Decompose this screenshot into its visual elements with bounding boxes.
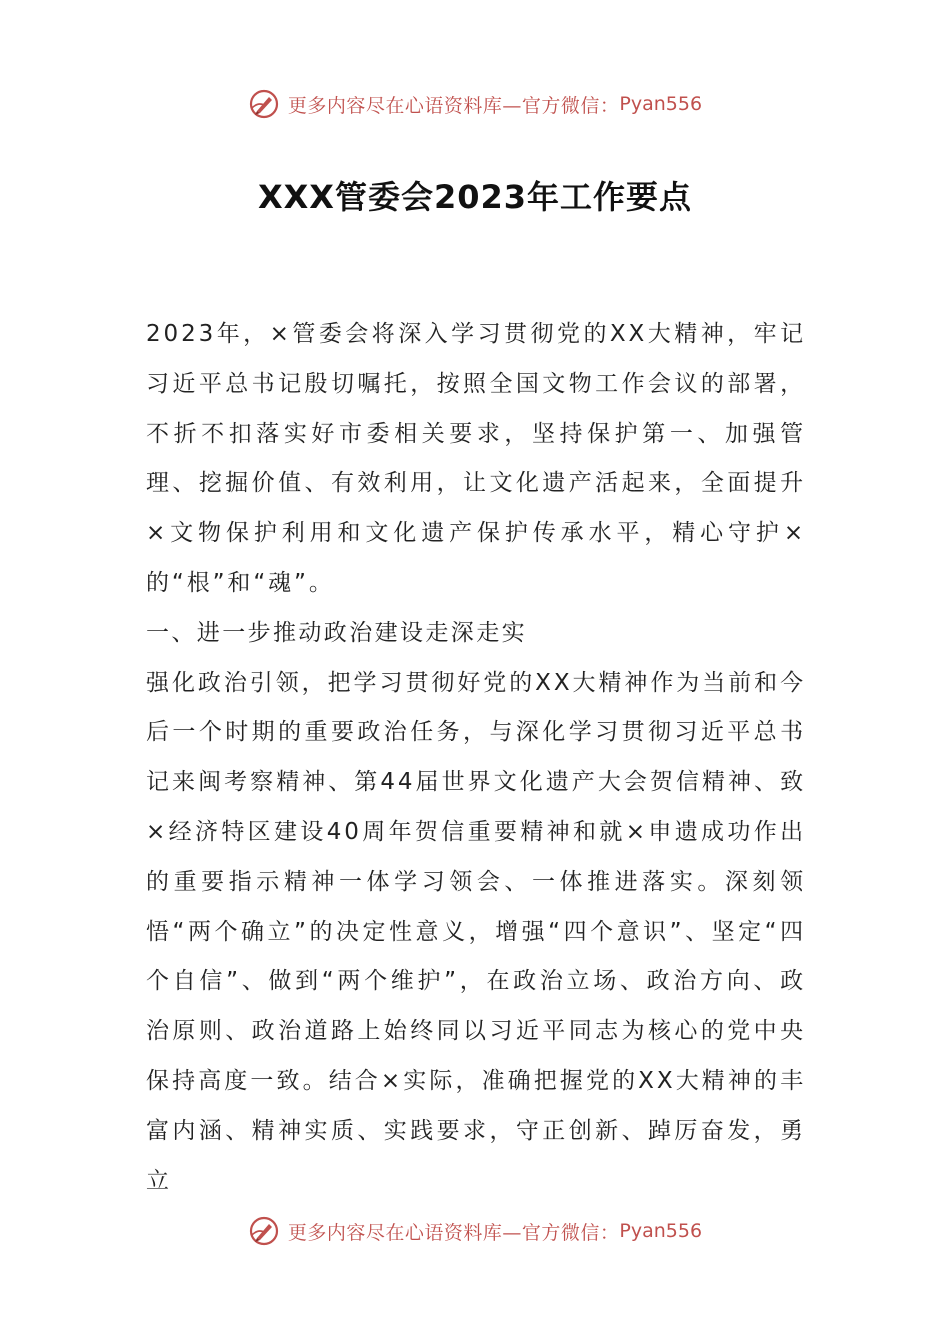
- watermark-wechat-id: Pyan556: [619, 93, 703, 115]
- pen-logo-icon: [248, 1215, 280, 1247]
- document-body: [146, 310, 806, 1206]
- section-heading: 一、进一步推动政治建设走深走实: [146, 619, 527, 646]
- watermark-header: [0, 84, 950, 124]
- pen-logo-icon: [248, 88, 280, 120]
- watermark-wechat-id: Pyan556: [619, 1220, 703, 1242]
- intro-paragraph: 2023年，×管委会将深入学习贯彻党的XX大精神，牢记习近平总书记殷切嘱托，按照全国文物工作会议的部署，不折不扣落实好市委相关要求，坚持保护第一、加强管理、挖掘价值、有效利用，让文化遗产活起来，全面提升×文物保护利用和文化遗产保护传承水平，精心守护×的“根”和“魂”。: [146, 321, 806, 596]
- watermark-text: 更多内容尽在心语资料库—官方微信：: [287, 1221, 620, 1244]
- watermark-footer: [0, 1211, 950, 1251]
- watermark-text: 更多内容尽在心语资料库—官方微信：: [287, 94, 620, 117]
- document-title: XXX管委会2023年工作要点: [257, 178, 693, 216]
- body-paragraph: 强化政治引领，把学习贯彻好党的XX大精神作为当前和今后一个时期的重要政治任务，与深化学习贯彻习近平总书记来闽考察精神、第44届世界文化遗产大会贺信精神、致×经济特区建设40周年贺信重要精神和就×申遗成功作出的重要指示精神一体学习领会、一体推进落实。深刻领悟“两个确立”的决定性意义，增强“四个意识”、坚定“四个自信”、做到“两个维护”，在政治立场、政治方向、政治原则、政治道路上始终同以习近平同志为核心的党中央保持高度一致。结合×实际，准确把握党的XX大精神的丰富内涵、精神实质、实践要求，守正创新、踔厉奋发，勇立: [146, 669, 806, 1194]
